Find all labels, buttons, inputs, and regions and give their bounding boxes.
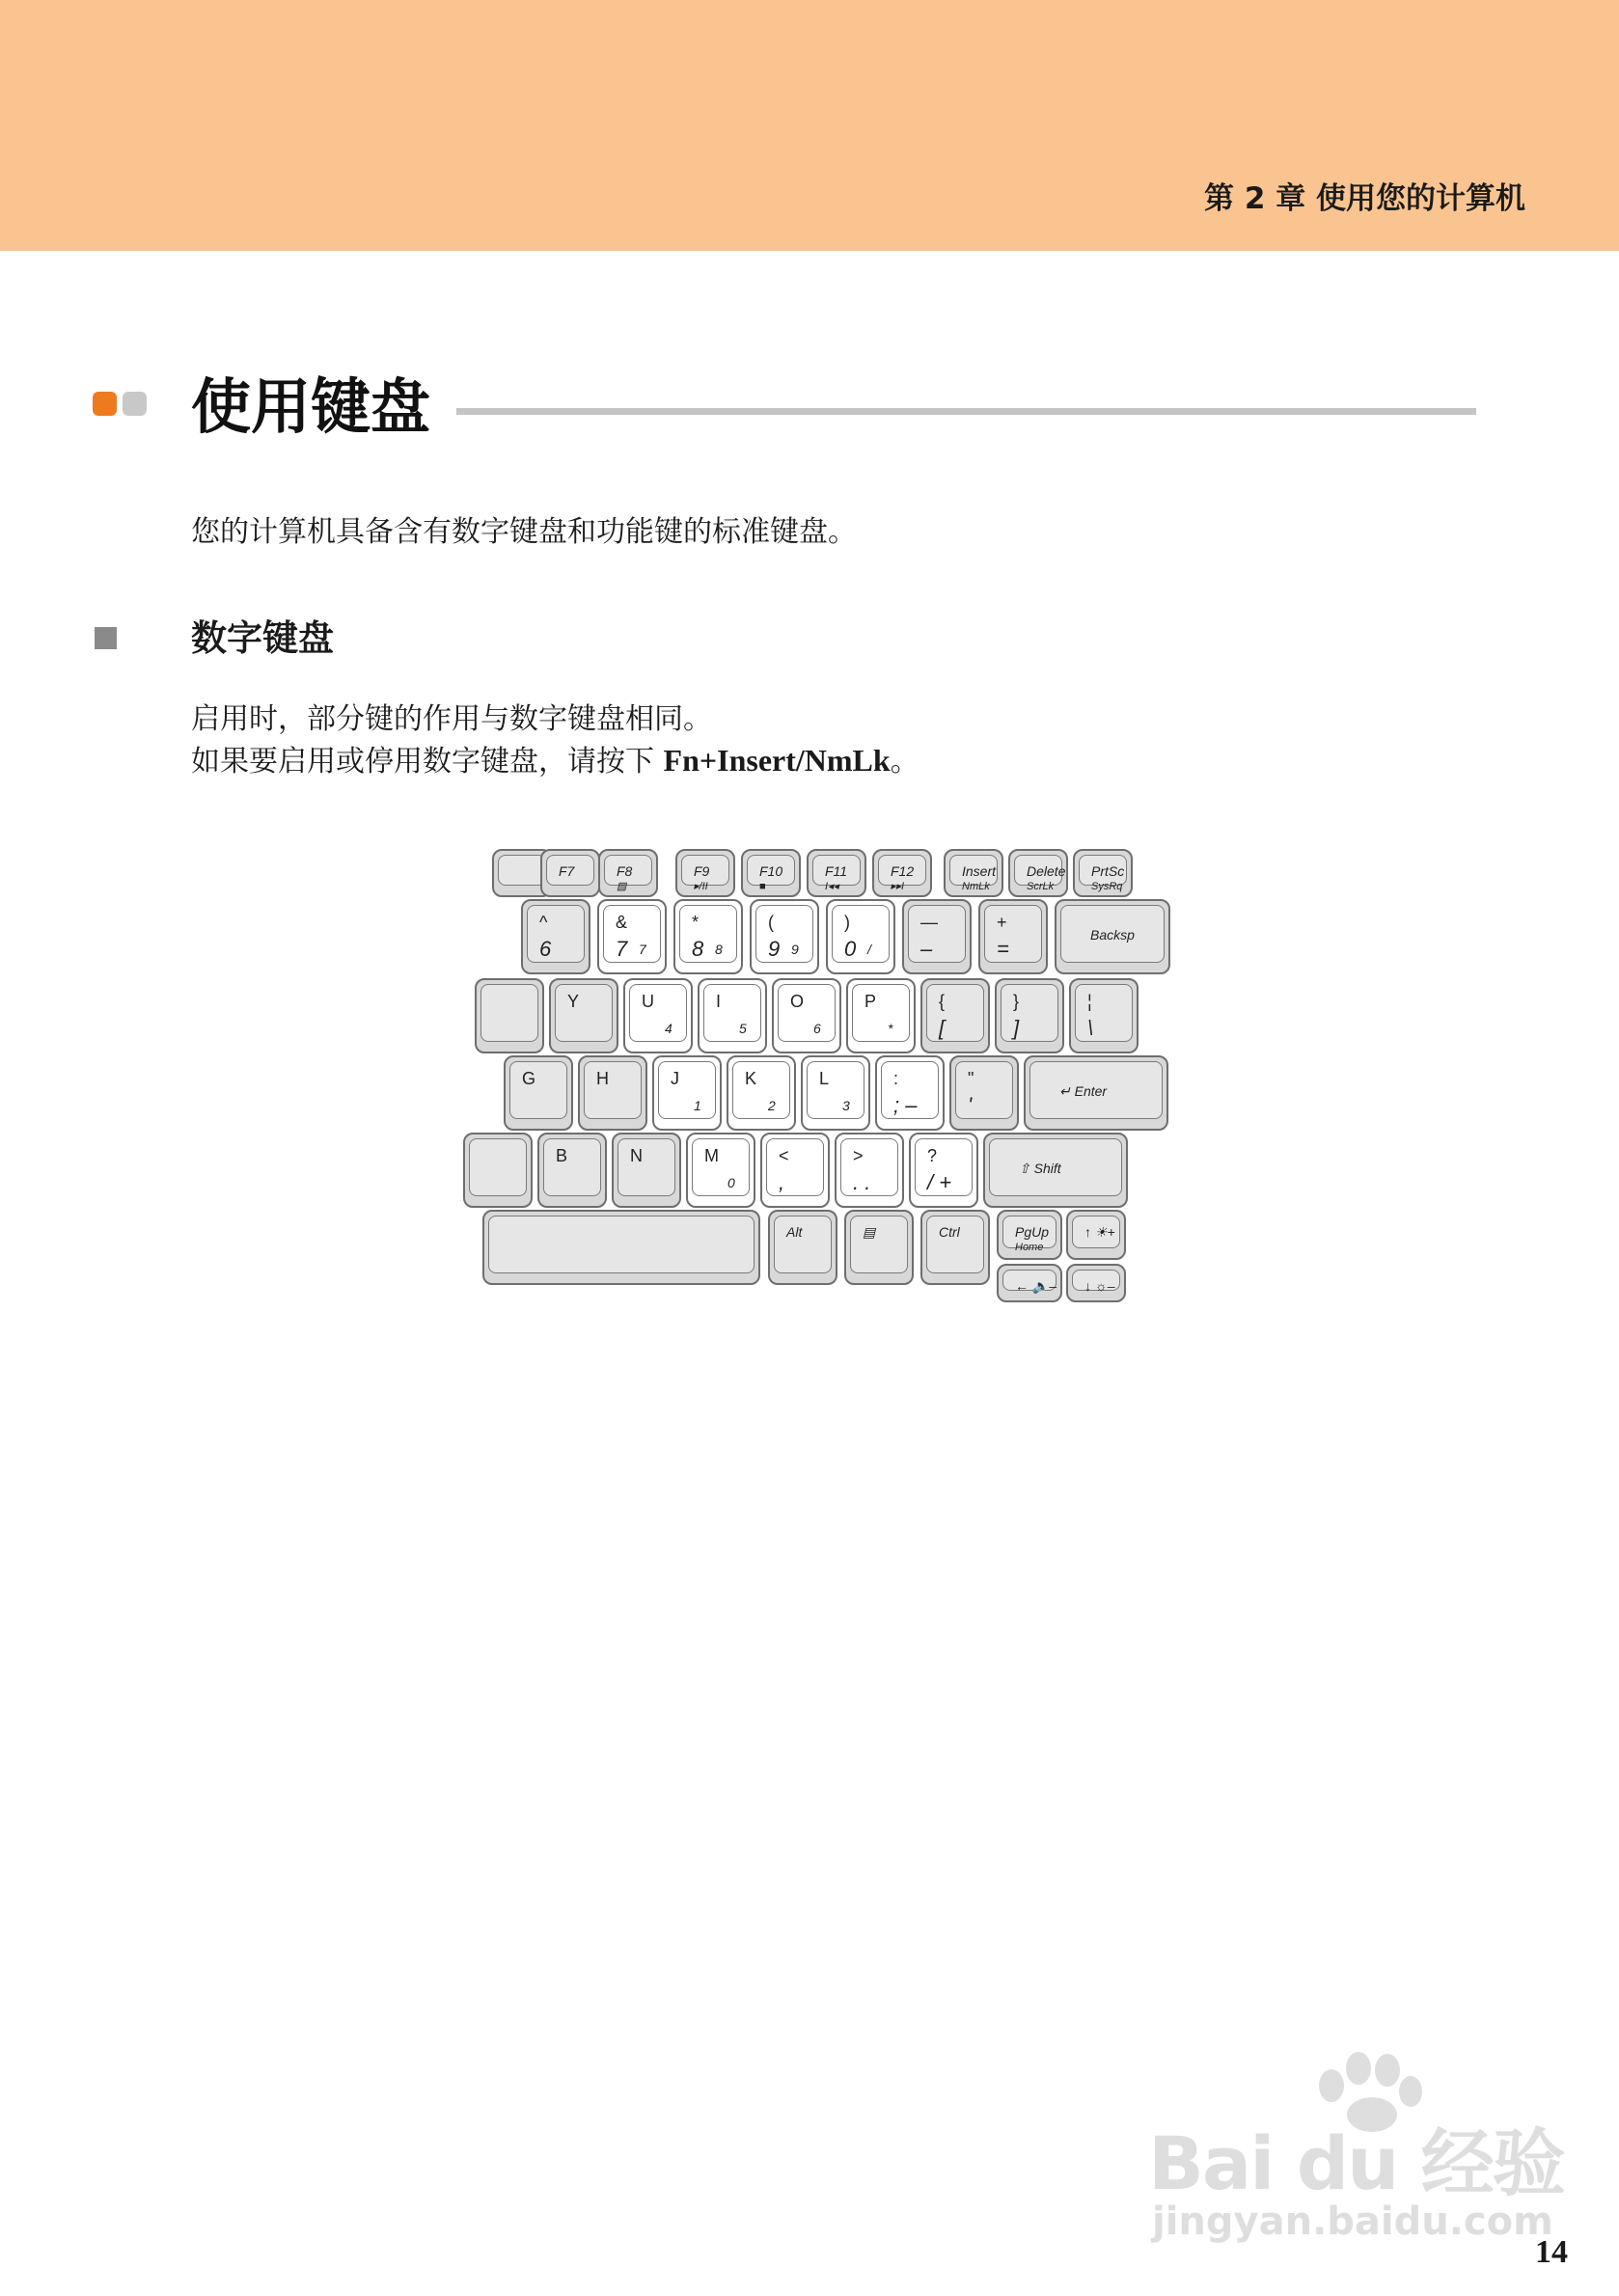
key-label: 4 <box>665 1021 672 1036</box>
subsection-title: 数字键盘 <box>191 617 334 659</box>
key-label: ↑ ☀+ <box>1084 1224 1115 1240</box>
key-cap <box>881 1061 939 1119</box>
key-home-3 <box>727 1055 796 1131</box>
key-space-1 <box>768 1210 837 1285</box>
key-label: / <box>867 942 871 957</box>
watermark-brand: Bai du 经验 <box>1148 2120 1564 2206</box>
key-label: 8 <box>692 937 704 961</box>
key-home-4 <box>801 1055 870 1131</box>
key-label: 3 <box>842 1098 850 1113</box>
key-top-1 <box>549 978 618 1053</box>
key-bottom-6 <box>909 1133 978 1208</box>
key-label: = <box>997 937 1009 961</box>
watermark-url: jingyan.baidu.com <box>1152 2200 1553 2244</box>
key-cap <box>509 1061 567 1119</box>
key-label: ▸▸I <box>891 881 905 892</box>
key-top-4 <box>772 978 841 1053</box>
key-label: ; – <box>893 1093 918 1117</box>
key-label: ⇧ Shift <box>1019 1161 1061 1176</box>
key-cap <box>679 905 737 963</box>
key-cap <box>1014 855 1066 892</box>
key-cap <box>955 1061 1013 1119</box>
key-label: + <box>997 913 1007 932</box>
key-label: – <box>920 937 933 961</box>
key-label: 8 <box>715 942 723 957</box>
key-label: " <box>968 1069 974 1088</box>
key-label: 1 <box>694 1098 701 1113</box>
key-label: ) <box>844 913 850 932</box>
orange-square-icon <box>93 392 117 416</box>
section-title: 使用键盘 <box>191 371 431 442</box>
key-space-5 <box>1066 1210 1126 1260</box>
key-space-0 <box>482 1210 760 1285</box>
section-marker <box>93 392 147 419</box>
key-space-3 <box>920 1210 990 1285</box>
key-cap <box>692 1138 750 1196</box>
key-arrow-1 <box>1066 1264 1126 1302</box>
key-fn-4 <box>741 849 801 897</box>
key-label: ↵ Enter <box>1059 1083 1108 1099</box>
key-label: Home <box>1015 1242 1044 1253</box>
key-label: 2 <box>768 1098 776 1113</box>
square-bullet-icon <box>95 627 117 649</box>
key-top-6 <box>920 978 990 1053</box>
key-cap <box>629 984 687 1042</box>
key-cap <box>926 984 984 1042</box>
key-label: [ <box>939 1016 946 1040</box>
key-cap <box>1060 905 1165 963</box>
key-num-2 <box>673 899 743 974</box>
key-label: ( <box>768 913 774 932</box>
key-num-7 <box>1055 899 1170 974</box>
key-cap <box>778 984 836 1042</box>
key-label: 0 <box>727 1175 735 1190</box>
chapter-title: 第 2 章 使用您的计算机 <box>1204 181 1525 216</box>
key-cap <box>543 1138 601 1196</box>
key-cap <box>984 905 1042 963</box>
key-cap <box>807 1061 864 1119</box>
key-cap <box>766 1138 824 1196</box>
key-label: ? <box>927 1146 938 1165</box>
key-label: PgUp <box>1015 1224 1050 1240</box>
key-label: * <box>692 913 700 932</box>
key-label: 6 <box>539 937 552 961</box>
key-cap <box>703 984 761 1042</box>
key-cap <box>1079 855 1127 892</box>
key-label: PrtSc <box>1091 863 1125 879</box>
key-num-4 <box>826 899 895 974</box>
key-label: G <box>522 1069 536 1088</box>
key-label: 7 <box>616 937 628 961</box>
key-label: J <box>671 1069 679 1088</box>
key-home-6 <box>949 1055 1019 1131</box>
key-top-7 <box>995 978 1064 1053</box>
key-top-2 <box>623 978 693 1053</box>
key-label: : <box>893 1069 899 1088</box>
key-home-0 <box>504 1055 573 1131</box>
key-bottom-5 <box>835 1133 904 1208</box>
key-cap <box>603 905 661 963</box>
key-label: Delete <box>1027 863 1066 879</box>
key-cap <box>812 855 861 892</box>
key-label: H <box>596 1069 609 1088</box>
key-label: / + <box>927 1170 952 1194</box>
key-label: F12 <box>891 863 915 879</box>
page-number: 14 <box>1535 2234 1568 2270</box>
key-top-0 <box>475 978 544 1053</box>
key-fn-5 <box>807 849 866 897</box>
key-label: F9 <box>694 863 710 879</box>
key-label: M <box>704 1146 719 1165</box>
key-cap <box>732 1061 790 1119</box>
key-label: 5 <box>739 1021 747 1036</box>
key-label: ■ <box>759 881 766 892</box>
key-label: F11 <box>825 863 848 879</box>
key-cap <box>949 855 998 892</box>
key-label: . . <box>853 1170 871 1194</box>
key-label: Y <box>567 992 580 1011</box>
key-fn-9 <box>1073 849 1133 897</box>
key-label: NmLk <box>962 881 990 892</box>
key-bottom-0 <box>463 1133 533 1208</box>
key-label: { <box>939 992 946 1011</box>
key-cap <box>989 1138 1122 1196</box>
key-space-2 <box>844 1210 914 1285</box>
intro-paragraph: 您的计算机具备含有数字键盘和功能键的标准键盘。 <box>191 515 857 549</box>
key-label: O <box>790 992 805 1011</box>
key-cap <box>908 905 966 963</box>
key-cap <box>1072 1270 1120 1294</box>
key-fn-6 <box>872 849 932 897</box>
key-label: ↓ ☼– <box>1084 1278 1115 1294</box>
key-label: B <box>556 1146 568 1165</box>
key-label: I◂◂ <box>825 881 839 892</box>
key-bottom-1 <box>537 1133 607 1208</box>
key-label: } <box>1013 992 1020 1011</box>
key-cap <box>480 984 538 1042</box>
key-label: ] <box>1013 1016 1020 1040</box>
key-label: K <box>745 1069 757 1088</box>
key-cap <box>747 855 795 892</box>
key-num-6 <box>978 899 1048 974</box>
body-line-2 <box>191 739 919 783</box>
key-arrow-0 <box>997 1264 1062 1302</box>
key-cap <box>832 905 890 963</box>
key-fn-7 <box>944 849 1003 897</box>
key-cap <box>617 1138 675 1196</box>
key-label: 9 <box>791 942 799 957</box>
key-label: Backsp <box>1090 927 1135 943</box>
watermark <box>1148 2047 1564 2250</box>
key-cap <box>755 905 813 963</box>
key-cap <box>498 855 546 886</box>
key-cap <box>840 1138 898 1196</box>
key-bottom-2 <box>612 1133 681 1208</box>
key-fn-1 <box>540 849 600 897</box>
key-fn-2 <box>598 849 658 897</box>
key-label: F10 <box>759 863 783 879</box>
key-label: ' <box>968 1093 973 1117</box>
body-line-2-suffix: 。 <box>890 745 919 779</box>
key-label: ▤ <box>863 1224 876 1240</box>
key-label: 9 <box>768 937 781 961</box>
key-label: F8 <box>617 863 633 879</box>
key-label: ▸/II <box>694 881 708 892</box>
key-cap <box>915 1138 973 1196</box>
key-cap <box>527 905 585 963</box>
key-label: N <box>630 1146 643 1165</box>
key-label: ScrLk <box>1027 881 1055 892</box>
key-label: 0 <box>844 937 857 961</box>
key-label: , <box>779 1170 785 1194</box>
key-home-5 <box>875 1055 945 1131</box>
key-label: < <box>779 1146 789 1165</box>
key-cap <box>555 984 613 1042</box>
key-cap <box>469 1138 527 1196</box>
key-cap <box>604 855 652 892</box>
key-cap <box>488 1216 755 1273</box>
key-combo: Fn+Insert/NmLk <box>663 743 891 778</box>
gray-square-icon <box>123 392 147 416</box>
key-cap <box>774 1216 832 1273</box>
key-cap <box>852 984 910 1042</box>
key-cap <box>658 1061 716 1119</box>
key-label: Alt <box>786 1224 803 1240</box>
key-label: I <box>716 992 722 1011</box>
key-num-5 <box>902 899 972 974</box>
key-label: F7 <box>559 863 575 879</box>
section-divider <box>456 408 1476 415</box>
key-cap <box>546 855 594 886</box>
key-label: U <box>642 992 654 1011</box>
key-cap <box>1075 984 1133 1042</box>
key-label: 6 <box>813 1021 821 1036</box>
key-label: P <box>864 992 877 1011</box>
key-num-3 <box>750 899 819 974</box>
key-top-5 <box>846 978 916 1053</box>
key-num-1 <box>597 899 667 974</box>
key-cap <box>850 1216 908 1273</box>
key-cap <box>681 855 729 892</box>
key-cap <box>584 1061 642 1119</box>
key-top-8 <box>1069 978 1139 1053</box>
key-cap <box>926 1216 984 1273</box>
key-label: L <box>819 1069 830 1088</box>
key-home-2 <box>652 1055 722 1131</box>
key-home-1 <box>578 1055 647 1131</box>
key-label: Ctrl <box>939 1224 960 1240</box>
key-label: — <box>920 913 938 932</box>
key-fn-8 <box>1008 849 1068 897</box>
key-cap <box>1072 1216 1120 1248</box>
key-num-0 <box>521 899 590 974</box>
key-label: * <box>888 1021 893 1036</box>
key-label: & <box>616 913 628 932</box>
body-line-1: 启用时，部分键的作用与数字键盘相同。 <box>191 702 712 736</box>
key-label: SysRq <box>1091 881 1123 892</box>
key-cap <box>878 855 926 892</box>
body-line-2-text: 如果要启用或停用数字键盘，请按下 <box>191 745 664 779</box>
key-space-4 <box>997 1210 1062 1260</box>
key-label: Insert <box>962 863 997 879</box>
key-fn-3 <box>675 849 735 897</box>
key-home-7 <box>1024 1055 1168 1131</box>
key-label: \ <box>1087 1016 1094 1040</box>
key-cap <box>1029 1061 1163 1119</box>
key-bottom-7 <box>983 1133 1128 1208</box>
key-cap <box>1002 1216 1056 1253</box>
key-label: > <box>853 1146 864 1165</box>
key-cap <box>1001 984 1058 1042</box>
key-label: ^ <box>539 913 548 932</box>
key-label: 7 <box>639 942 646 957</box>
key-label: ▨ <box>617 881 627 892</box>
key-cap <box>1002 1270 1057 1294</box>
keyboard-illustration <box>521 849 1135 1302</box>
key-bottom-3 <box>686 1133 755 1208</box>
key-label: ¦ <box>1087 992 1092 1011</box>
key-label: ← 🔈– <box>1015 1278 1057 1294</box>
key-top-3 <box>698 978 767 1053</box>
key-bottom-4 <box>760 1133 830 1208</box>
